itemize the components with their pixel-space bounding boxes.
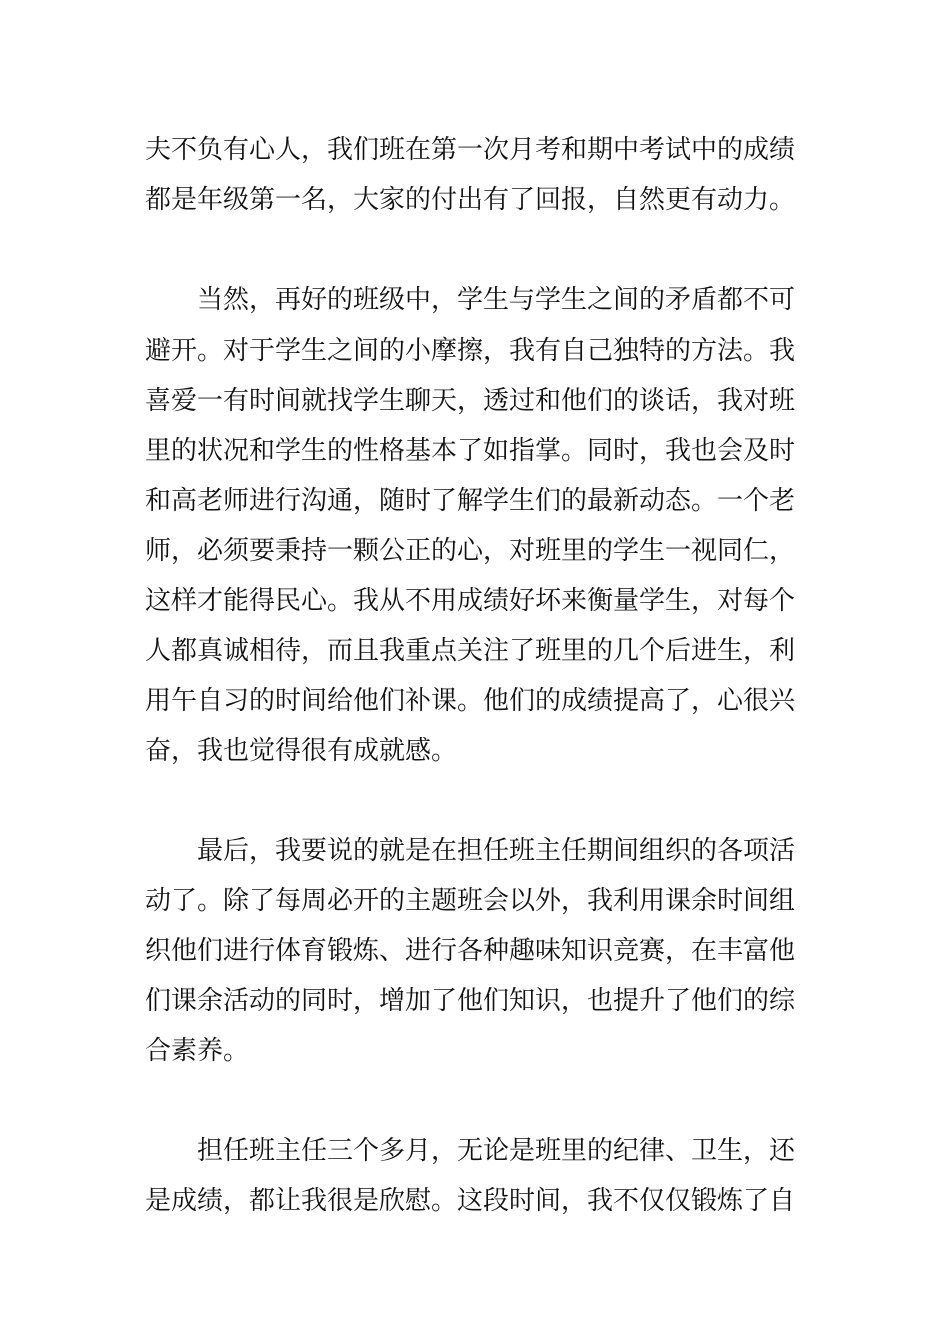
paragraph-2-line-9: 用午自习的时间给他们补课。他们的成绩提高了，心很兴	[145, 686, 796, 716]
paragraph-2-line-10: 奋，我也觉得很有成就感。	[145, 736, 458, 766]
paragraph-3-line-5: 合素养。	[145, 1036, 250, 1066]
paragraph-3-line-3: 织他们进行体育锻炼、进行各种趣味知识竞赛，在丰富他	[145, 936, 796, 966]
paragraph-2-line-5: 和高老师进行沟通，随时了解学生们的最新动态。一个老	[145, 486, 796, 516]
paragraph-3-line-1: 最后，我要说的就是在担任班主任期间组织的各项活	[197, 836, 796, 866]
paragraph-1-line-2: 都是年级第一名，大家的付出有了回报，自然更有动力。	[145, 185, 796, 215]
paragraph-2-line-4: 里的状况和学生的性格基本了如指掌。同时，我也会及时	[145, 436, 796, 466]
paragraph-2-line-2: 避开。对于学生之间的小摩擦，我有自己独特的方法。我	[145, 336, 796, 366]
paragraph-4-line-1: 担任班主任三个多月，无论是班里的纪律、卫生，还	[197, 1136, 796, 1166]
paragraph-4-line-2: 是成绩，都让我很是欣慰。这段时间，我不仅仅锻炼了自	[145, 1186, 796, 1216]
paragraph-2-line-1: 当然，再好的班级中，学生与学生之间的矛盾都不可	[197, 285, 796, 315]
paragraph-2-line-8: 人都真诚相待，而且我重点关注了班里的几个后进生，利	[145, 636, 796, 666]
paragraph-2-line-6: 师，必须要秉持一颗公正的心，对班里的学生一视同仁，	[145, 536, 796, 566]
paragraph-3-line-2: 动了。除了每周必开的主题班会以外，我利用课余时间组	[145, 886, 796, 916]
paragraph-1-line-1: 夫不负有心人，我们班在第一次月考和期中考试中的成绩	[145, 135, 796, 165]
paragraph-2-line-7: 这样才能得民心。我从不用成绩好坏来衡量学生，对每个	[145, 586, 796, 616]
paragraph-2-line-3: 喜爱一有时间就找学生聊天，透过和他们的谈话，我对班	[145, 386, 796, 416]
paragraph-3-line-4: 们课余活动的同时，增加了他们知识，也提升了他们的综	[145, 986, 796, 1016]
